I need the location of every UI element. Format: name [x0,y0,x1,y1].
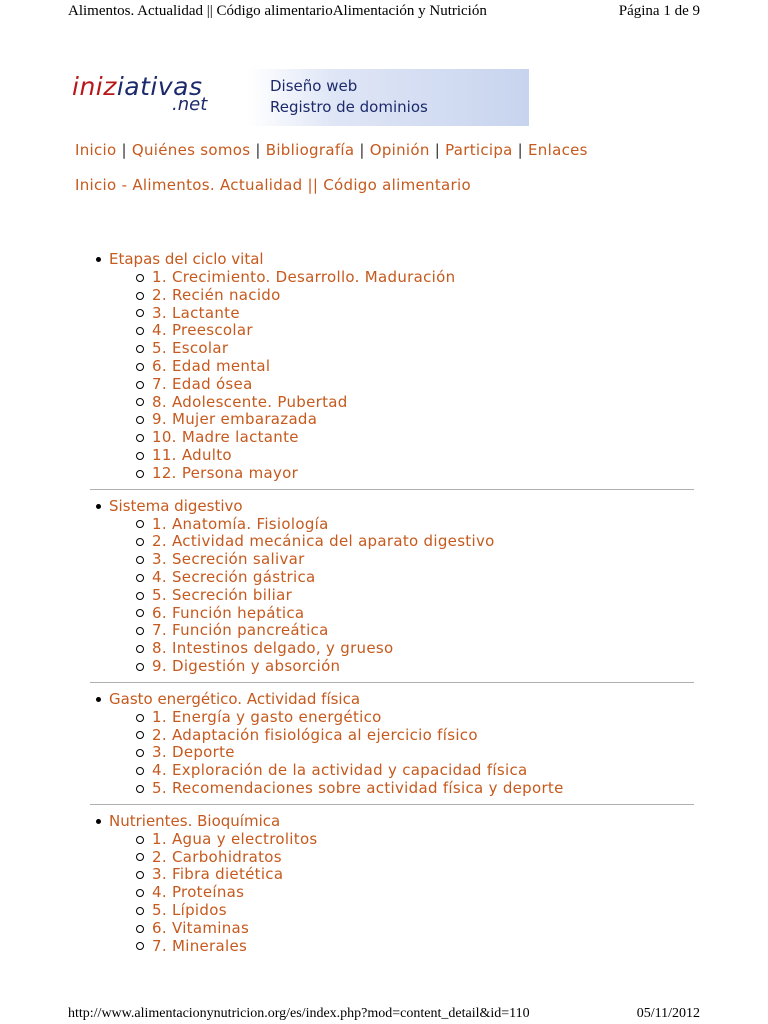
section-block [90,812,694,962]
sublist-item-link[interactable] [136,587,694,605]
sublist-item-link[interactable] [136,938,694,956]
sublist-item-label: 10. Madre lactante [152,428,299,447]
circle-bullet-icon [136,871,144,879]
sublist-item-label: 8. Adolescente. Pubertad [152,392,348,411]
circle-bullet-icon [136,609,144,617]
nav-link-quienes-somos[interactable]: Quiénes somos [131,141,251,159]
sublist-item-link[interactable] [136,622,694,640]
section-title-link[interactable] [90,690,694,709]
sublist-item-link[interactable] [136,322,694,340]
sublist-item-label: 3. Lactante [152,303,240,322]
circle-bullet-icon [136,592,144,600]
sublist-item-link[interactable] [136,849,694,867]
circle-bullet-icon [136,434,144,442]
sublist-item-label: 2. Adaptación fisiológica al ejercicio físico [152,725,478,744]
sublist-item-link[interactable] [136,516,694,534]
sublist-item-link[interactable] [136,376,694,394]
sublist-item-label: 1. Agua y electrolitos [152,829,318,848]
nav-link-inicio[interactable]: Inicio [75,141,117,159]
section-title-label: Gasto energético. Actividad física [109,689,361,708]
circle-bullet-icon [136,853,144,861]
circle-bullet-icon [136,574,144,582]
print-footer-date: 05/11/2012 [636,1006,700,1021]
sublist-item-link[interactable] [136,762,694,780]
section-block [90,497,694,683]
sublist-item-label: 6. Vitaminas [152,918,250,937]
ad-banner[interactable] [248,69,529,126]
sublist-item-link[interactable] [136,429,694,447]
circle-bullet-icon [136,327,144,335]
sublist-item-link[interactable] [136,920,694,938]
sublist-item-link[interactable] [136,709,694,727]
site-logo[interactable] [72,72,222,120]
sublist-item-link[interactable] [136,658,694,676]
sublist-item-link[interactable] [136,831,694,849]
section-sublist [90,709,694,798]
circle-bullet-icon [136,785,144,793]
sublist-item-label: 5. Escolar [152,339,229,358]
nav-separator: | [121,141,127,159]
sublist-item-label: 4. Secreción gástrica [152,567,316,586]
logo-wordmark: iniziativas [72,72,203,101]
sublist-item-link[interactable] [136,465,694,483]
sublist-item-link[interactable] [136,358,694,376]
banner-line-1: Diseño web [270,77,358,95]
circle-bullet-icon [136,416,144,424]
sublist-item-link[interactable] [136,744,694,762]
circle-bullet-icon [136,731,144,739]
print-header-title: Alimentos. Actualidad || Código alimentarioAlimentación y Nutrición [68,2,487,19]
sublist-item-label: 9. Mujer embarazada [152,410,318,429]
circle-bullet-icon [136,470,144,478]
sublist-item-link[interactable] [136,411,694,429]
sublist-item-label: 3. Secreción salivar [152,550,305,569]
logo-net-suffix: .net [172,94,208,115]
sublist-item-label: 1. Crecimiento. Desarrollo. Maduración [152,268,456,286]
section-block [90,250,694,490]
circle-bullet-icon [136,714,144,722]
nav-link-opinion[interactable]: Opinión [369,141,430,159]
section-title-link[interactable] [90,250,694,269]
sublist-item-label: 5. Secreción biliar [152,585,293,604]
section-sublist [90,831,694,956]
sublist-item-link[interactable] [136,340,694,358]
section-sublist [90,516,694,676]
sublist-item-label: 5. Lípidos [152,900,227,919]
circle-bullet-icon [136,767,144,775]
nav-separator: | [359,141,365,159]
print-header-page-number: Página 1 de 9 [618,2,700,19]
sublist-item-label: 6. Función hepática [152,603,305,622]
bullet-icon [96,504,101,509]
circle-bullet-icon [136,398,144,406]
main-nav [75,141,588,159]
sublist-item-label: 7. Minerales [152,936,248,955]
sublist-item-label: 2. Actividad mecánica del aparato digestivo [152,532,495,551]
sublist-item-link[interactable] [136,727,694,745]
circle-bullet-icon [136,663,144,671]
sublist-item-link[interactable] [136,884,694,902]
sublist-item-label: 2. Carbohidratos [152,847,282,866]
circle-bullet-icon [136,363,144,371]
breadcrumb-current: Alimentos. Actualidad || Código alimentario [132,176,471,194]
section-title-label: Nutrientes. Bioquímica [109,811,281,830]
nav-separator: | [517,141,524,159]
circle-bullet-icon [136,520,144,528]
nav-separator: | [255,141,261,159]
breadcrumb [75,176,471,194]
circle-bullet-icon [136,749,144,757]
circle-bullet-icon [136,645,144,653]
sublist-item-link[interactable] [136,394,694,412]
sublist-item-label: 3. Fibra dietética [152,865,284,884]
sublist-item-label: 12. Persona mayor [152,463,299,482]
nav-separator: | [434,141,441,159]
sublist-item-label: 9. Digestión y absorción [152,656,341,675]
sublist-item-label: 5. Recomendaciones sobre actividad física y deporte [152,778,564,797]
sublist-item-label: 3. Deporte [152,743,235,762]
nav-link-participa[interactable]: Participa [445,141,513,159]
section-title-link[interactable] [90,497,694,516]
sublist-item-link[interactable] [136,569,694,587]
circle-bullet-icon [136,907,144,915]
sublist-item-label: 4. Proteínas [152,883,245,902]
circle-bullet-icon [136,292,144,300]
circle-bullet-icon [136,942,144,950]
sublist-item-label: 7. Edad ósea [152,374,253,393]
circle-bullet-icon [136,381,144,389]
sublist-item-link[interactable] [136,780,694,798]
nav-link-bibliografia[interactable]: Bibliografía [265,141,355,159]
breadcrumb-dash: - [116,176,133,194]
circle-bullet-icon [136,836,144,844]
bullet-icon [96,819,101,824]
sublist-item-link[interactable] [136,605,694,623]
sublist-item-link[interactable] [136,305,694,323]
section-title-label: Etapas del ciclo vital [109,250,264,268]
circle-bullet-icon [136,345,144,353]
breadcrumb-home-link[interactable]: Inicio [75,176,117,194]
section-title-label: Sistema digestivo [109,496,243,515]
print-footer-url: http://www.alimentacionynutricion.org/es/index.php?mod=content_detail&id=110 [68,1006,530,1021]
banner-line-2: Registro de dominios [270,98,428,116]
print-footer [68,1004,700,1024]
sublist-item-label: 11. Adulto [152,445,232,464]
sublist-item-link[interactable] [136,447,694,465]
sublist-item-label: 8. Intestinos delgado, y grueso [152,639,394,658]
sublist-item-link[interactable] [136,902,694,920]
bullet-icon [96,257,101,262]
sublist-item-label: 4. Exploración de la actividad y capacidad física [152,761,528,780]
section-block [90,690,694,805]
circle-bullet-icon [136,452,144,460]
circle-bullet-icon [136,274,144,282]
sublist-item-label: 4. Preescolar [152,321,253,340]
sublist-item-link[interactable] [136,640,694,658]
section-index [90,250,694,968]
bullet-icon [96,697,101,702]
section-sublist [90,269,694,483]
sublist-item-link[interactable] [136,533,694,551]
nav-link-enlaces[interactable]: Enlaces [528,141,588,159]
section-title-link[interactable] [90,812,694,831]
sublist-item-link[interactable] [136,287,694,305]
sublist-item-link[interactable] [136,269,694,287]
sublist-item-link[interactable] [136,551,694,569]
sublist-item-label: 1. Energía y gasto energético [152,707,382,726]
sublist-item-label: 6. Edad mental [152,356,271,375]
sublist-item-label: 1. Anatomía. Fisiología [152,514,329,533]
sublist-item-link[interactable] [136,866,694,884]
circle-bullet-icon [136,556,144,564]
sublist-item-label: 7. Función pancreática [152,621,329,640]
circle-bullet-icon [136,627,144,635]
circle-bullet-icon [136,309,144,317]
circle-bullet-icon [136,538,144,546]
circle-bullet-icon [136,925,144,933]
print-header [68,0,700,22]
sublist-item-label: 2. Recién nacido [152,285,281,304]
circle-bullet-icon [136,889,144,897]
